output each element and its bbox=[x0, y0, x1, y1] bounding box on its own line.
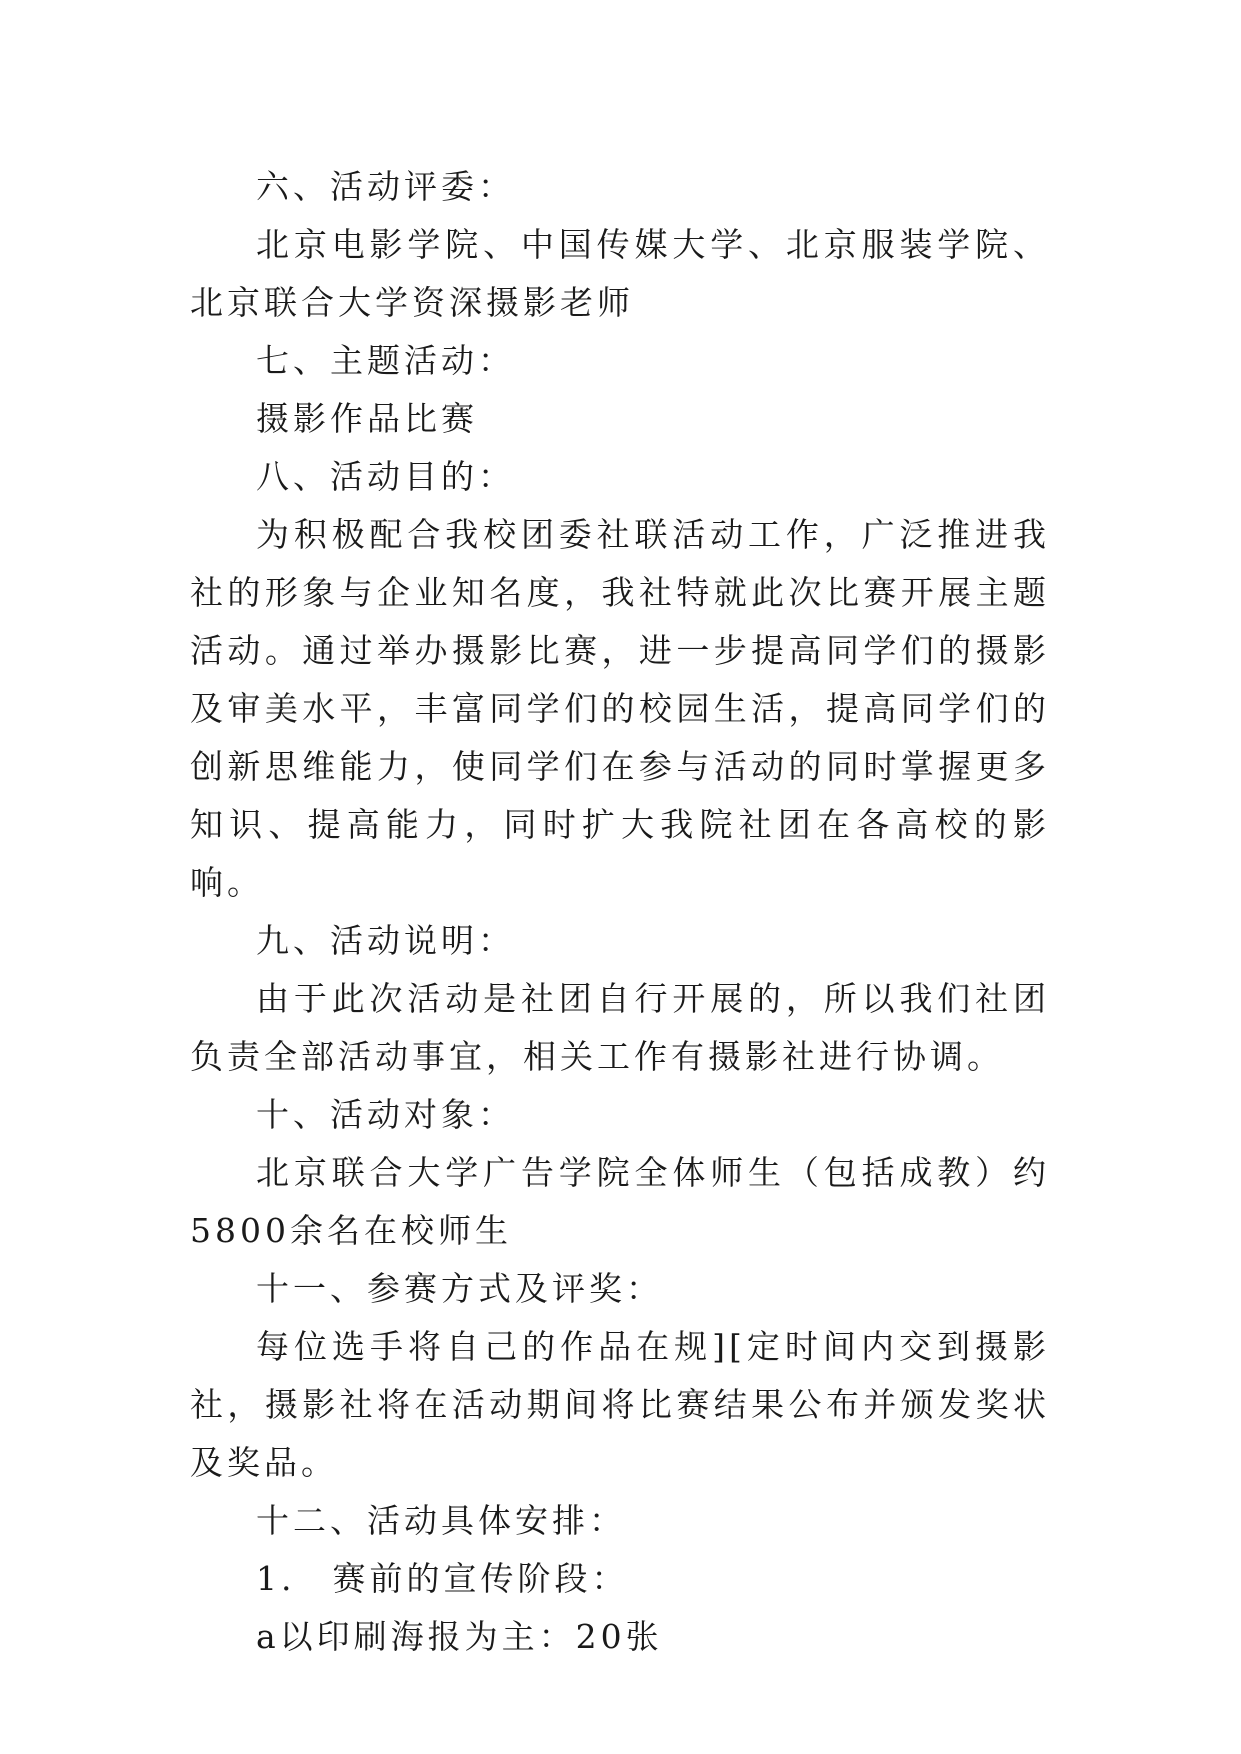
section-heading-description: 九、活动说明： bbox=[256, 921, 515, 960]
theme-text: 摄影作品比赛 bbox=[256, 399, 478, 438]
description-text: 由于此次活动是社团自行开展的，所以我们社团负责全部活动事宜，相关工作有摄影社进行协调。 bbox=[190, 979, 1050, 1076]
section-heading-judges: 六、活动评委： bbox=[256, 167, 515, 206]
judges-text: 北京电影学院、中国传媒大学、北京服装学院、北京联合大学资深摄影老师 bbox=[190, 225, 1050, 322]
purpose-text: 为积极配合我校团委社联活动工作，广泛推进我社的形象与企业知名度，我社特就此次比赛开展主题活动。通过举办摄影比赛，进一步提高同学们的摄影及审美水平，丰富同学们的校园生活，提高同学们的创新思维能力，使同学们在参与活动的同时掌握更多知识、提高能力，同时扩大我院社团在各高校的影响。 bbox=[190, 515, 1050, 902]
schedule-step-1: 1. 赛前的宣传阶段： bbox=[256, 1559, 629, 1598]
section-heading-entry: 十一、参赛方式及评奖： bbox=[256, 1269, 663, 1308]
section-heading-audience: 十、活动对象： bbox=[256, 1095, 515, 1134]
audience-text: 北京联合大学广告学院全体师生（包括成教）约5800余名在校师生 bbox=[190, 1153, 1050, 1250]
entry-text: 每位选手将自己的作品在规][定时间内交到摄影社，摄影社将在活动期间将比赛结果公布并颁发奖状及奖品。 bbox=[190, 1327, 1050, 1482]
section-heading-theme: 七、主题活动： bbox=[256, 341, 515, 380]
schedule-item-a: a以印刷海报为主：20张 bbox=[256, 1617, 663, 1656]
document-body bbox=[190, 158, 1050, 1666]
section-heading-schedule: 十二、活动具体安排： bbox=[256, 1501, 626, 1540]
section-heading-purpose: 八、活动目的： bbox=[256, 457, 515, 496]
